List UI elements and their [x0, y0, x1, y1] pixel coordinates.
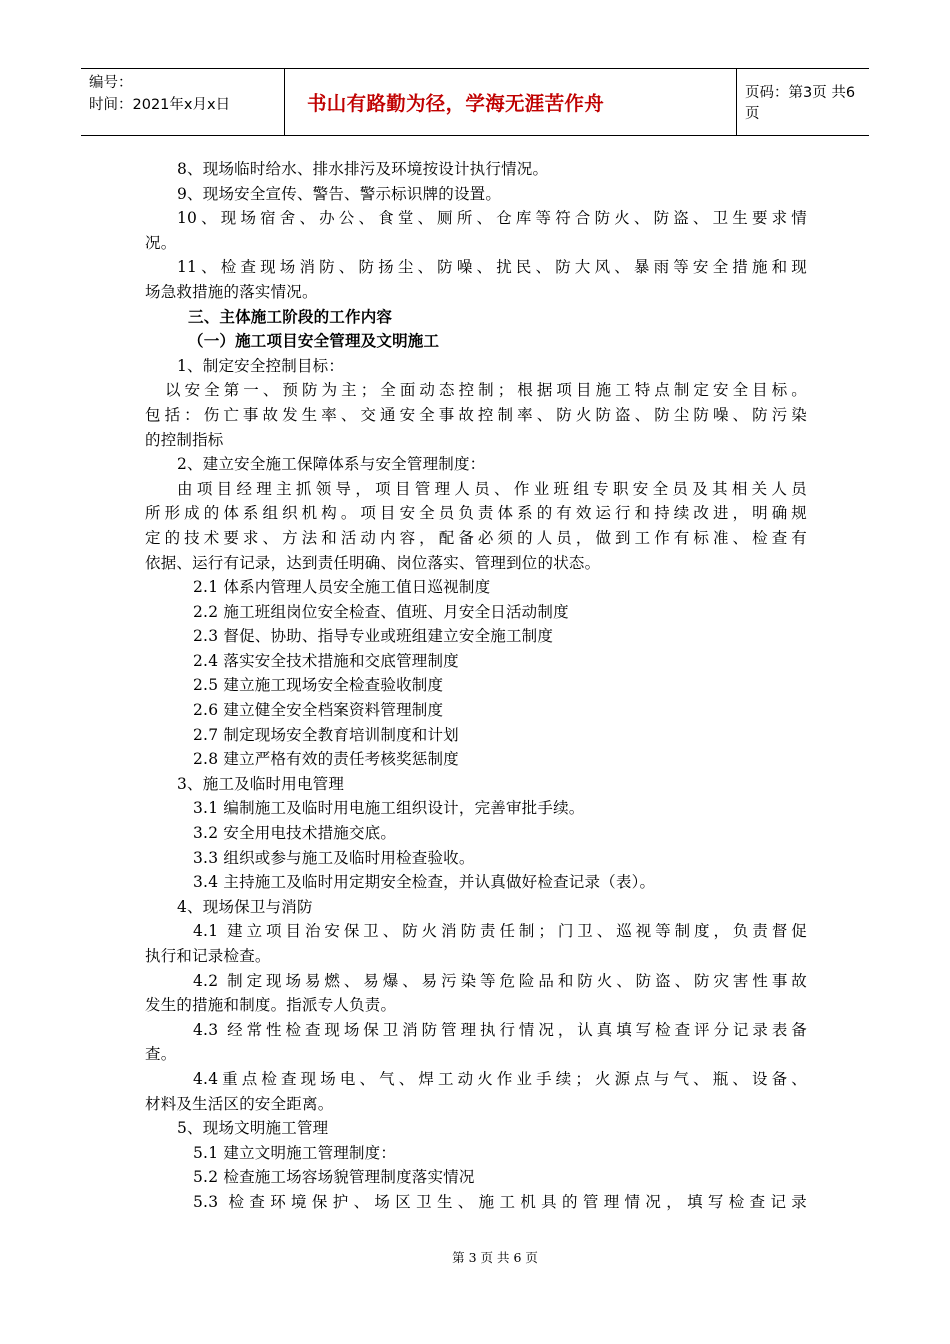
body-line: 1、制定安全控制目标：: [177, 356, 345, 375]
header-motto-cell: [285, 69, 737, 135]
body-line: 4.4重点检查现场电、气、焊工动火作业手续；火源点与气、瓶、设备、: [193, 1069, 807, 1088]
header-page-cell: [737, 69, 869, 135]
body-line: 5.2 检查施工场容场貌管理制度落实情况: [193, 1168, 475, 1187]
body-line: 定的技术要求、方法和活动内容，配备必须的人员，做到工作有标准、检查有: [145, 528, 807, 547]
body-line: 2、建立安全施工保障体系与安全管理制度：: [177, 455, 486, 474]
body-line: 4、现场保卫与消防: [177, 897, 313, 916]
header-meta-cell: [81, 69, 285, 135]
body-line: 11、检查现场消防、防扬尘、防噪、扰民、防大风、暴雨等安全措施和现: [177, 258, 807, 277]
body-line: 2.2 施工班组岗位安全检查、值班、月安全日活动制度: [193, 602, 569, 621]
body-line: 3.2 安全用电技术措施交底。: [193, 824, 397, 843]
subsection-heading: （一）施工项目安全管理及文明施工: [188, 332, 440, 351]
header-motto: 书山有路勤为径，学海无涯苦作舟: [307, 92, 605, 115]
body-line: 材料及生活区的安全距离。: [145, 1094, 334, 1113]
footer-page-number: 第 3 页 共 6 页: [452, 1250, 538, 1265]
body-line: 4.2 制定现场易燃、易爆、易污染等危险品和防火、防盗、防灾害性事故: [193, 971, 807, 990]
body-line: 场急救措施的落实情况。: [145, 282, 318, 301]
header-page-number: 页码：第3页 共6页: [745, 85, 856, 122]
body-line: 况。: [145, 233, 177, 252]
body-line: 由项目经理主抓领导，项目管理人员、作业班组专职安全员及其相关人员: [177, 479, 807, 498]
body-line: 包括：伤亡事故发生率、交通安全事故控制率、防火防盗、防尘防噪、防污染: [145, 405, 807, 424]
body-line: 2.5 建立施工现场安全检查验收制度: [193, 676, 444, 695]
body-line: 所形成的体系组织机构。项目安全员负责体系的有效运行和持续改进，明确规: [145, 504, 807, 523]
body-line: 查。: [145, 1045, 177, 1064]
body-line: 执行和记录检查。: [145, 947, 271, 965]
body-line: 2.1 体系内管理人员安全施工值日巡视制度: [193, 578, 491, 597]
body-line: 依据、运行有记录，达到责任明确、岗位落实、管理到位的状态。: [145, 553, 601, 572]
document-time-label: 时间：2021年x月x日: [89, 97, 231, 113]
body-line: 2.7 制定现场安全教育培训制度和计划: [193, 725, 459, 744]
body-line: 2.6 建立健全安全档案资料管理制度: [193, 701, 444, 720]
body-line: 以安全第一、预防为主；全面动态控制；根据项目施工特点制定安全目标。: [165, 381, 807, 400]
body-line: 2.8 建立严格有效的责任考核奖惩制度: [193, 750, 459, 769]
body-line: 5、现场文明施工管理: [177, 1119, 329, 1138]
body-line: 3.4 主持施工及临时用定期安全检查，并认真做好检查记录（表）。: [193, 873, 656, 892]
document-number-label: 编号：: [89, 75, 133, 91]
body-line: 3、施工及临时用电管理: [177, 774, 345, 793]
body-line: 4.3 经常性检查现场保卫消防管理执行情况，认真填写检查评分记录表备: [193, 1020, 807, 1039]
body-line: 的控制指标: [145, 430, 224, 449]
body-line: 2.3 督促、协助、指导专业或班组建立安全施工制度: [193, 627, 554, 646]
body-line: 2.4 落实安全技术措施和交底管理制度: [193, 651, 459, 670]
document-body: [145, 157, 807, 1215]
body-line: 4.1 建立项目治安保卫、防火消防责任制；门卫、巡视等制度，负责督促: [193, 922, 807, 941]
page-footer: [0, 1248, 950, 1266]
body-line: 10、现场宿舍、办公、食堂、厕所、仓库等符合防火、防盗、卫生要求情: [177, 209, 807, 228]
body-line: 3.3 组织或参与施工及临时用检查验收。: [193, 848, 475, 867]
body-line: 发生的措施和制度。指派专人负责。: [145, 996, 397, 1015]
body-line: 9、现场安全宣传、警告、警示标识牌的设置。: [177, 184, 502, 203]
body-line: 8、现场临时给水、排水排污及环境按设计执行情况。: [177, 160, 549, 178]
body-line: 5.3 检查环境保护、场区卫生、施工机具的管理情况，填写检查记录: [193, 1192, 807, 1211]
section-heading: 三、主体施工阶段的工作内容: [188, 307, 393, 326]
body-line: 5.1 建立文明施工管理制度：: [193, 1143, 397, 1162]
page-header: [81, 68, 869, 136]
body-line: 3.1 编制施工及临时用电施工组织设计，完善审批手续。: [193, 799, 585, 818]
